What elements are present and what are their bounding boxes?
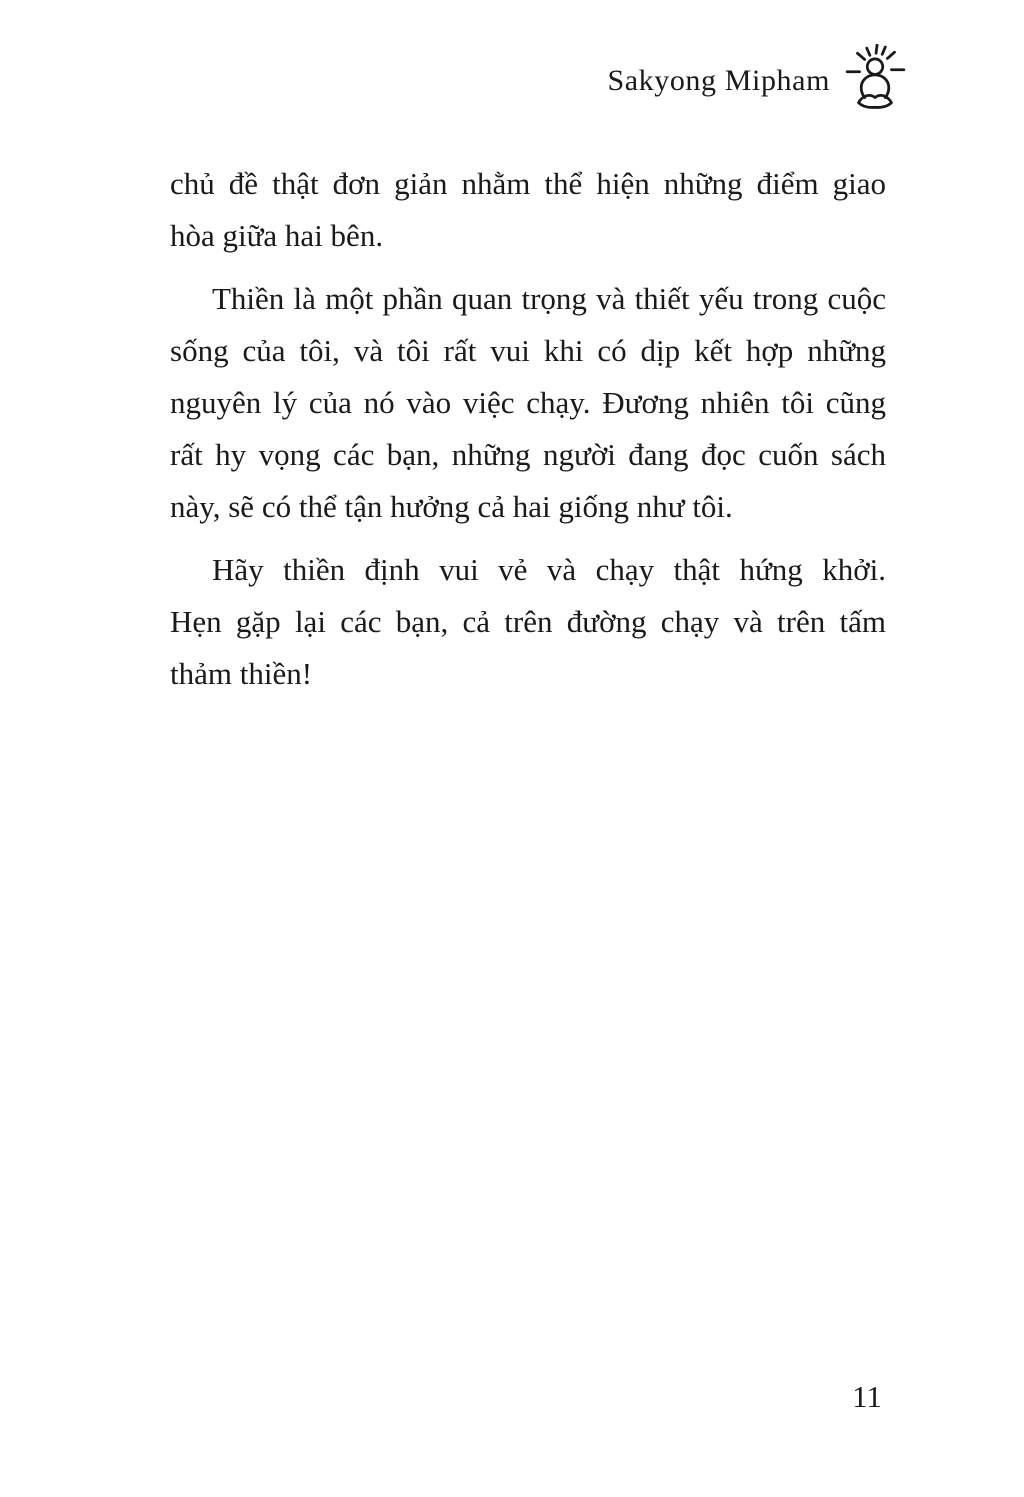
author-name: Sakyong Mipham (607, 64, 830, 97)
text-line: rất hy vọng các bạn, những người đang đọc cuốn sách (170, 437, 886, 472)
text-line: sống của tôi, và tôi rất vui khi có dịp kết hợp những (170, 333, 886, 368)
text-line: chủ đề thật đơn giản nhằm thể hiện những điểm giao (170, 166, 886, 201)
text-line: nguyên lý của nó vào việc chạy. Đương nhiên tôi cũng (170, 385, 886, 420)
text-line: Hẹn gặp lại các bạn, cả trên đường chạy và trên tấm (170, 604, 886, 639)
meditation-icon (840, 44, 910, 114)
paragraph (170, 273, 886, 533)
running-header (607, 44, 910, 114)
page-number: 11 (852, 1379, 882, 1414)
body-text (170, 158, 886, 711)
text-line: Hãy thiền định vui vẻ và chạy thật hứng khởi. (212, 552, 886, 587)
text-line: Thiền là một phần quan trọng và thiết yếu trong cuộc (212, 281, 886, 316)
text-line: này, sẽ có thể tận hưởng cả hai giống như tôi. (170, 489, 733, 524)
paragraph (170, 544, 886, 700)
paragraph (170, 158, 886, 262)
text-line: hòa giữa hai bên. (170, 218, 384, 253)
text-line: thảm thiền! (170, 656, 313, 691)
